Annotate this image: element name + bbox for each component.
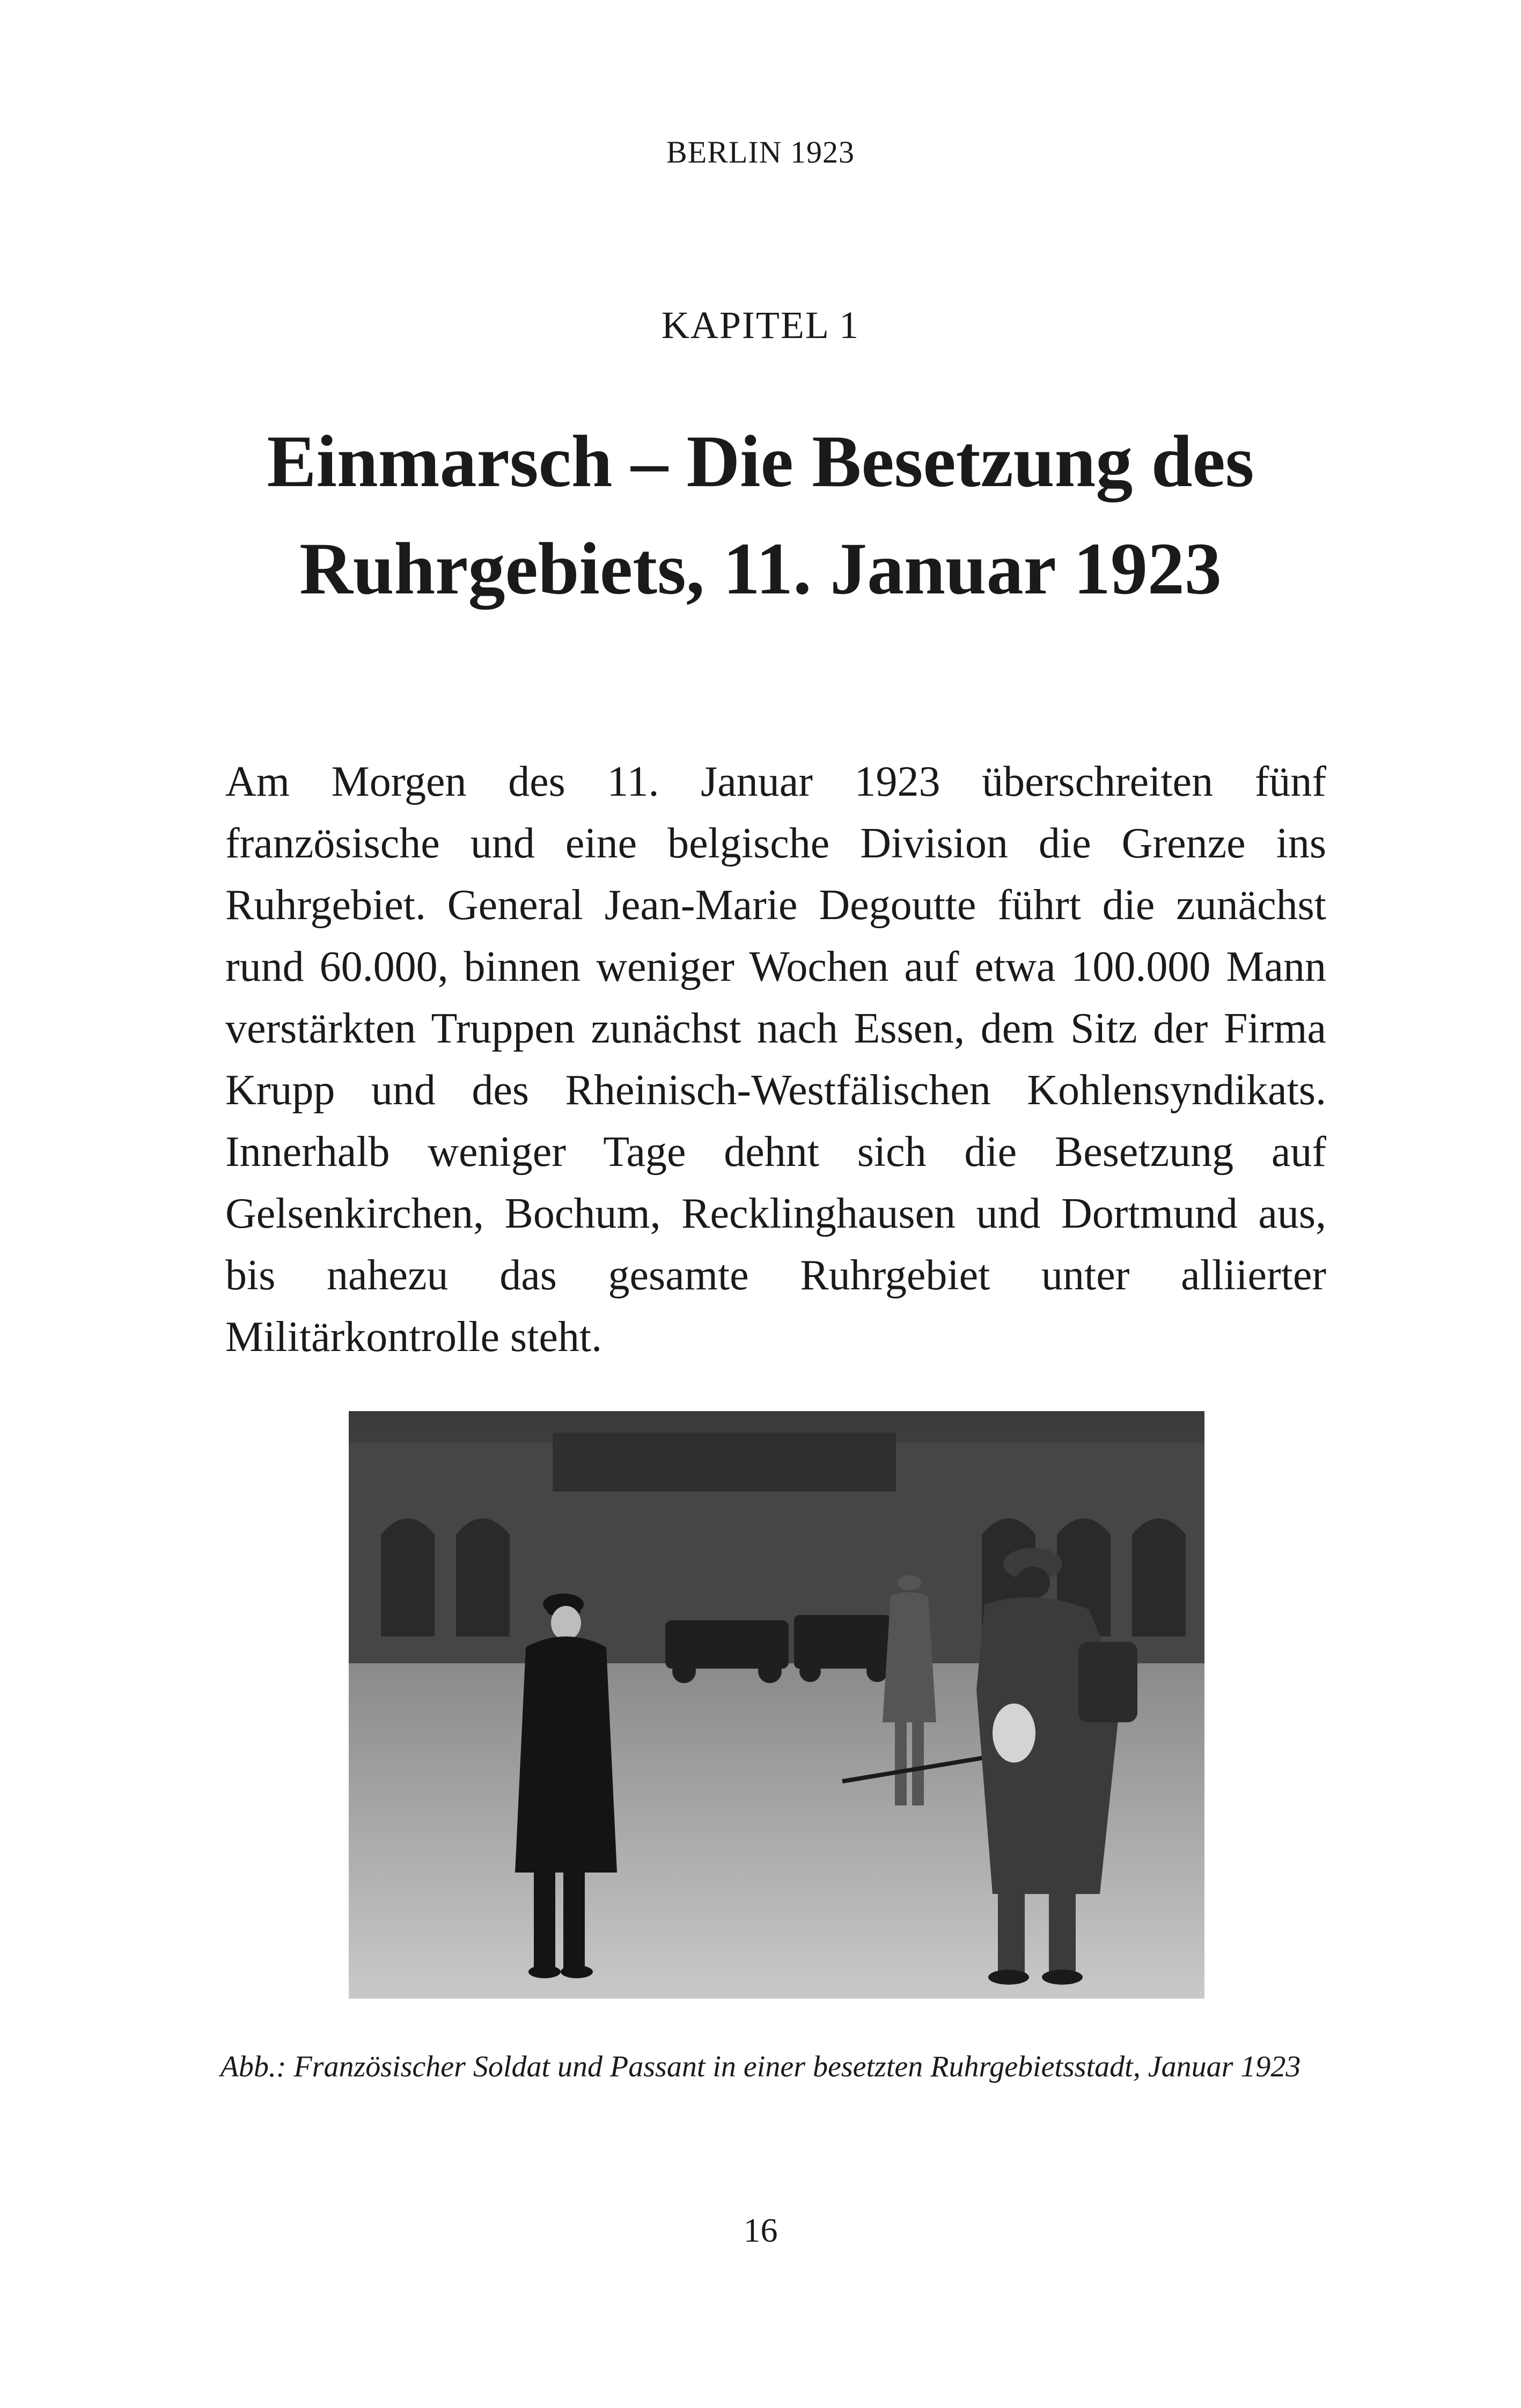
historical-photo	[349, 1411, 1204, 1999]
figure-caption: Abb.: Französischer Soldat und Passant in einer besetzten Ruhrgebietsstadt, Januar 1923	[220, 2050, 1301, 2083]
running-head: BERLIN 1923	[666, 135, 855, 170]
body-paragraph: Am Morgen des 11. Januar 1923 überschreiten fünf französische und eine belgische Division die Grenze ins Ruhrgebiet. General Jean-Marie Degoutte führt die zunächst rund 60.000, binnen weniger Wochen auf etwa 100.000 Mann verstärkten Truppen zunächst nach Essen, dem Sitz der Firma Krupp und des Rheinisch-Westfälischen Kohlensyndikats. Innerhalb weniger Tage dehnt sich die Besetzung auf Gelsenkirchen, Bochum, Recklinghausen und Dortmund aus, bis nahezu das gesamte Ruhrgebiet unter alliierter Militärkontrolle steht.	[225, 758, 1326, 1361]
chapter-title: Einmarsch – Die Besetzung des Ruhrgebiets, 11. Januar 1923	[267, 420, 1254, 610]
chapter-label: KAPITEL 1	[661, 304, 860, 347]
page-number: 16	[743, 2211, 778, 2249]
